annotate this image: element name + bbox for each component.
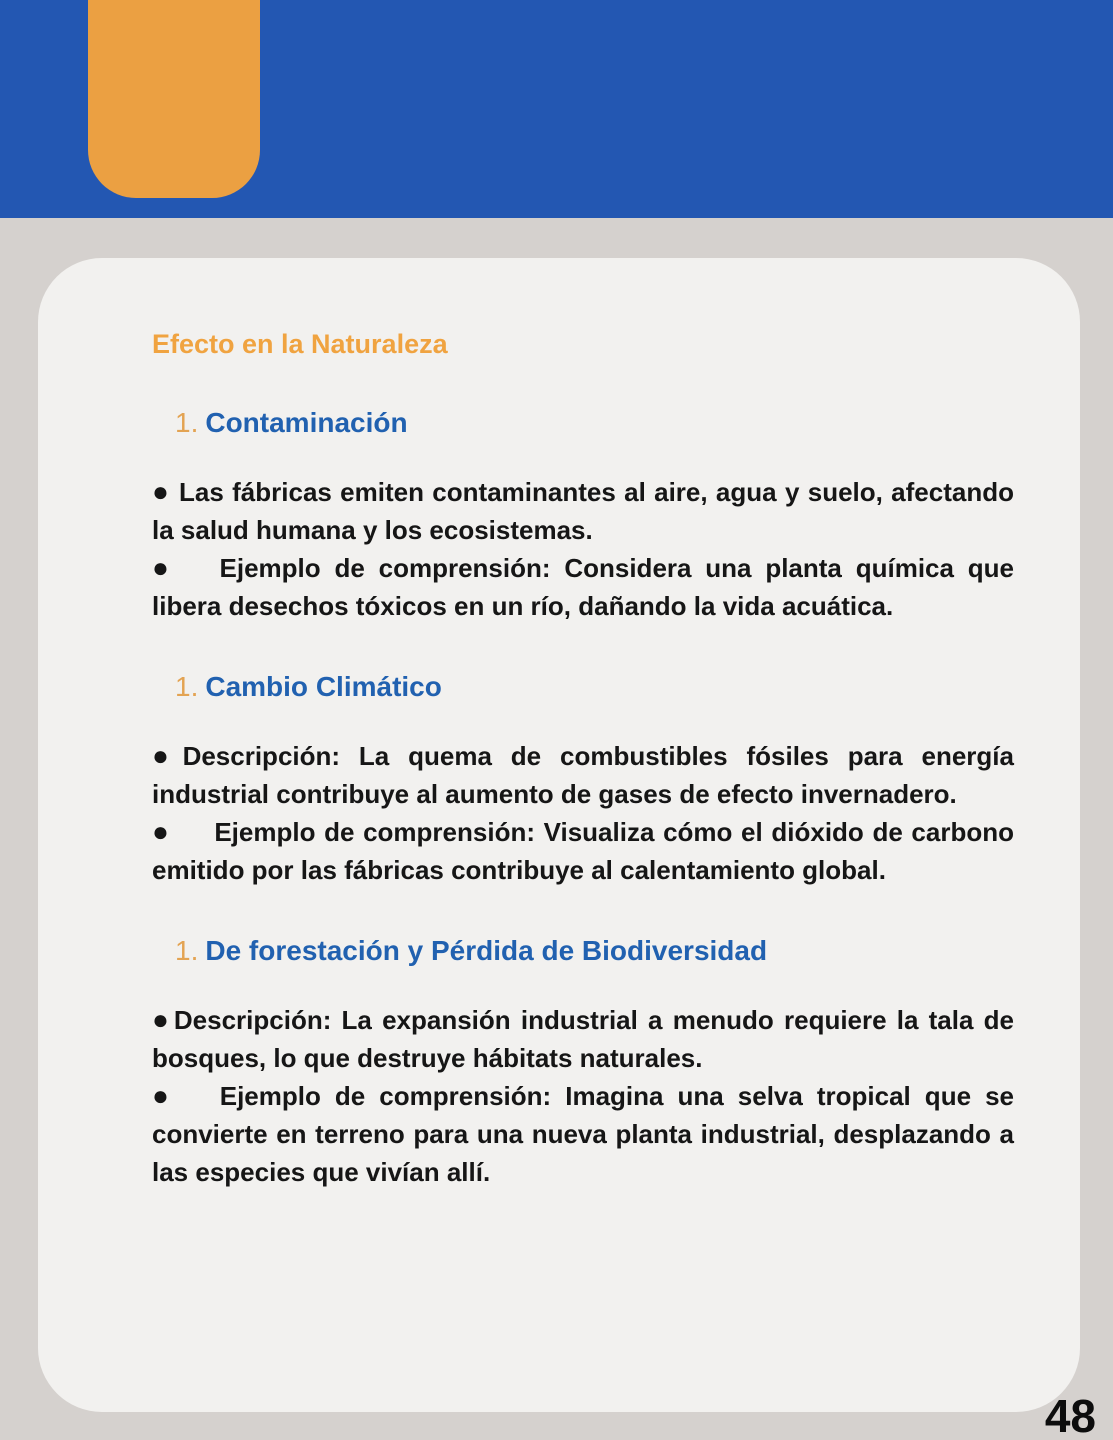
body-paragraph [152,549,1014,625]
section-heading-contaminacion [152,406,1014,440]
bullet-icon: ● [152,1080,176,1111]
bullet-icon: ● [152,1004,172,1035]
page-title: Efecto en la Naturaleza [152,329,448,359]
list-number: 1. [175,671,199,702]
body-paragraph [152,813,1014,889]
bullet-icon: ● [152,740,181,771]
bullet-icon: ● [152,476,171,507]
list-number: 1. [175,935,199,966]
content-card [38,258,1080,1412]
header-tab-shape [88,0,260,198]
body-paragraph [152,1077,1014,1191]
body-paragraph [152,1001,1014,1077]
body-paragraph [152,737,1014,813]
page-number: 48 [1044,1390,1096,1440]
section-heading-cambio-climatico [152,670,1014,704]
paragraph-text: Ejemplo de comprensión: Considera una planta química que libera desechos tóxicos en un río, dañando la vida acuática. [152,553,1014,621]
paragraph-text: Las fábricas emiten contaminantes al aire, agua y suelo, afectando la salud humana y los ecosistemas. [152,477,1014,545]
paragraph-text: Ejemplo de comprensión: Visualiza cómo el dióxido de carbono emitido por las fábricas contribuye al calentamiento global. [152,817,1014,885]
section-heading-text: Cambio Climático [205,671,442,702]
body-paragraph [152,473,1014,549]
bullet-icon: ● [152,816,171,847]
bullet-icon: ● [152,552,176,583]
section-heading-text: De forestación y Pérdida de Biodiversidad [205,935,768,966]
list-number: 1. [175,407,199,438]
section-heading-deforestacion [152,934,1014,968]
section-heading-text: Contaminación [205,407,408,438]
paragraph-text: Descripción: La expansión industrial a menudo requiere la tala de bosques, lo que destruye hábitats naturales. [152,1005,1014,1073]
paragraph-text: Ejemplo de comprensión: Imagina una selva tropical que se convierte en terreno para una nueva planta industrial, desplazando a las especies que vivían allí. [152,1081,1014,1187]
paragraph-text: Descripción: La quema de combustibles fósiles para energía industrial contribuye al aumento de gases de efecto invernadero. [152,741,1014,809]
